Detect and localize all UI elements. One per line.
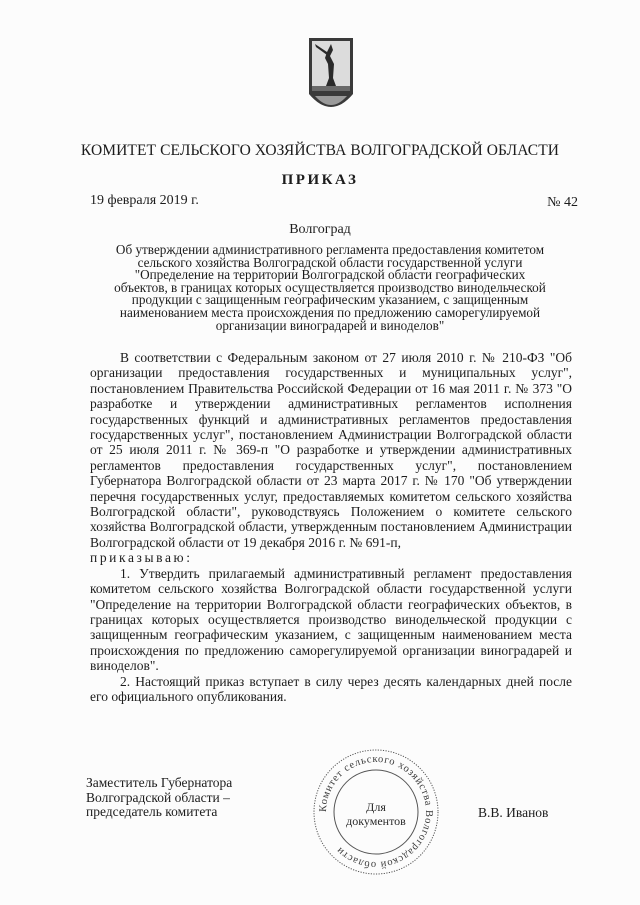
committee-name: КОМИТЕТ СЕЛЬСКОГО ХОЗЯЙСТВА ВОЛГОГРАДСКОЙ ОБЛАСТИ: [80, 142, 560, 159]
document-date: 19 февраля 2019 г.: [90, 193, 199, 208]
signatory-position-line: Заместитель Губернатора: [86, 775, 233, 790]
document-number: № 42: [547, 195, 578, 210]
document-body: [90, 350, 572, 704]
subject-line: продукции с защищенным географическим указанием, с защищенным: [131, 292, 529, 308]
document-type-title: ПРИКАЗ: [281, 172, 359, 188]
stamp-center-line: документов: [346, 814, 406, 828]
subject-line: объектов, в границах которых осуществляется производство винодельческой: [114, 279, 546, 295]
subject-line: "Определение на территории Волгоградской области географических: [134, 267, 526, 283]
subject-line: организации виноградарей и виноделов": [215, 317, 445, 333]
stamp-center-text: [316, 800, 436, 828]
order-item-1: 1. Утвердить прилагаемый административный регламент предоставления комитетом сельского хозяйства Волгоградской области государственной услуги "Определение на территории Волгоградской области географических объектов, в границах которых осуществляется производство винодельческой продукции с защищенным географическим указанием, с защищенным наименованием места происхождения по предложению саморегулируемой организации виноградарей и виноделов".: [90, 565, 572, 674]
preamble-paragraph: В соответствии с Федеральным законом от 27 июля 2010 г. № 210-ФЗ "Об организации предоставления государственных и муниципальных услуг", постановлением Правительства Российской Федерации от 16 мая 2011 г. № 373 "О разработке и утверждении административных регламентов исполнения государственных функций и административных регламентов предоставления государственных услуг", постановлением Администрации Волгоградской области от 25 июля 2011 г. № 369-п "О разработке и утверждении административных регламентов предоставления государственных услуг", постановлением Губернатора Волгоградской области от 23 марта 2017 г. № 170 "Об утверждении перечня государственных услуг, предоставляемых комитетом сельского хозяйства Волгоградской области", руководствуясь Положением о комитете сельского хозяйства Волгоградской области, утвержденным постановлением Администрации Волгоградской области от 19 декабря 2016 г. № 691-п,: [90, 350, 572, 550]
order-item-2: 2. Настоящий приказ вступает в силу через десять календарных дней после его официального опубликования.: [90, 673, 572, 704]
subject-line: наименованием места происхождения по предложению саморегулируемой: [119, 304, 541, 320]
signatory-name: В.В. Иванов: [478, 805, 549, 820]
signatory-position-line: Волгоградской области –: [86, 789, 230, 805]
signatory-position-line: председатель комитета: [86, 804, 218, 819]
document-city: Волгоград: [289, 222, 351, 237]
stamp-ring-text: Комитет сельского хозяйства Волгоградской области: [317, 753, 435, 871]
subject-line: сельского хозяйства Волгоградской области государственной услуги: [137, 254, 523, 270]
document-subject: [92, 244, 568, 332]
volgograd-region-emblem-icon: [303, 34, 359, 122]
signatory-position: [86, 776, 232, 820]
order-word: приказываю:: [90, 550, 193, 566]
subject-line: Об утверждении административного регламента предоставления комитетом: [115, 242, 545, 257]
stamp-center-line: Для: [366, 800, 386, 814]
